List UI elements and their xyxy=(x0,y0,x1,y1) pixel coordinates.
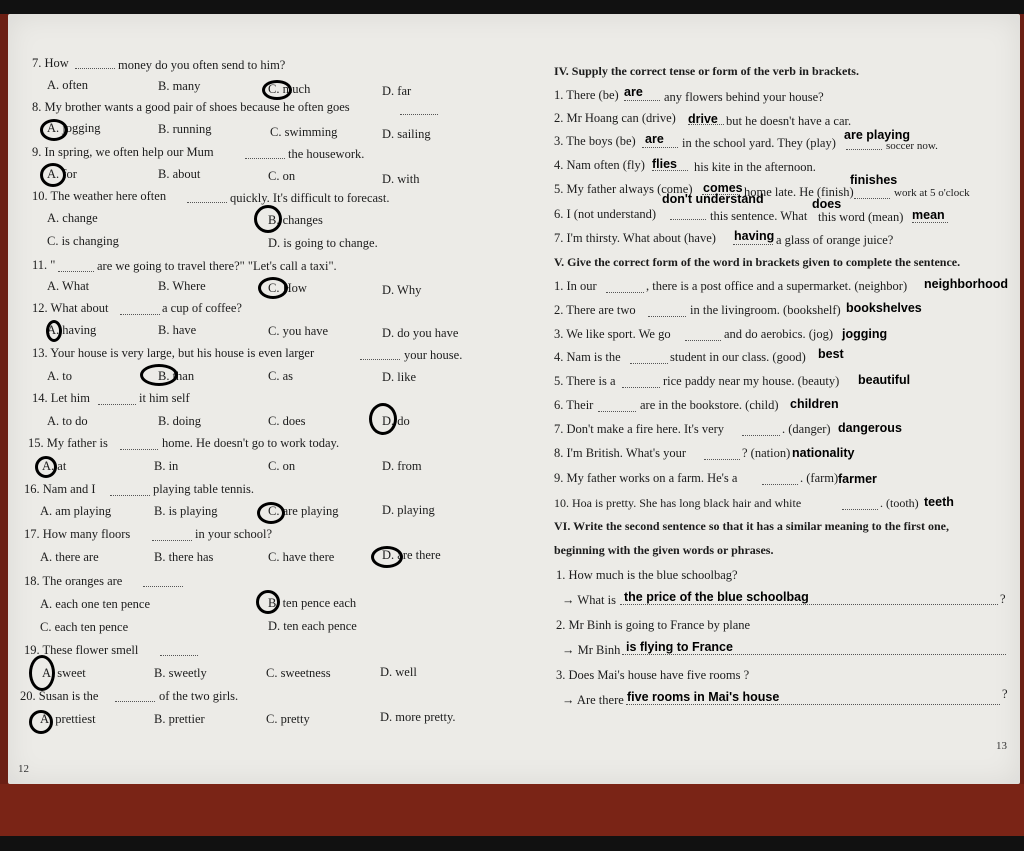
q20-stem-start: 20. Susan is the xyxy=(20,689,99,703)
bottom-border xyxy=(0,836,1024,851)
s4-item3-answer1: are xyxy=(645,132,664,146)
s4-item4-start: 4. Nam often (fly) xyxy=(554,158,645,172)
s4-item3-blank2 xyxy=(846,149,882,150)
q10-option-d: D. is going to change. xyxy=(268,236,378,250)
q11-answer-circle xyxy=(258,277,288,299)
q16-option-d: D. playing xyxy=(382,503,435,517)
s5-item4-blank xyxy=(630,363,668,364)
q14-option-c: C. does xyxy=(268,414,306,428)
q11-blank xyxy=(58,271,94,272)
s5-item1-start: 1. In our xyxy=(554,279,597,293)
q13-blank xyxy=(360,359,400,360)
s5-item1-end: , there is a post office and a supermarket. (neighbor) xyxy=(646,279,908,293)
s6-item3-prompt: → Are there xyxy=(562,693,624,707)
q7-answer-circle xyxy=(262,80,292,100)
q17-option-c: C. have there xyxy=(268,550,335,564)
s4-item1-answer: are xyxy=(624,85,643,99)
s4-item6-blank1 xyxy=(670,219,706,220)
q8-option-c: C. swimming xyxy=(270,125,338,139)
q9-blank xyxy=(245,158,285,159)
q15-stem-end: home. He doesn't go to work today. xyxy=(162,436,340,450)
s5-item10-start: 10. Hoa is pretty. She has long black hair and white xyxy=(554,496,802,510)
q7-option-d: D. far xyxy=(382,84,412,98)
q14-option-d: D. do xyxy=(382,414,410,428)
q13-stem-start: 13. Your house is very large, but his house is even larger xyxy=(32,346,315,360)
q16-stem-start: 16. Nam and I xyxy=(24,482,96,496)
table-surface xyxy=(0,784,1024,844)
q17-option-b: B. there has xyxy=(154,550,214,564)
s5-item9-end: . (farm) xyxy=(800,471,839,485)
s6-item1-prompt: → What is xyxy=(562,593,616,607)
q19-answer-circle xyxy=(29,655,55,691)
s4-item6-blank3 xyxy=(912,222,948,223)
s5-item6-start: 6. Their xyxy=(554,398,594,412)
q17-stem-start: 17. How many floors xyxy=(24,527,131,541)
s4-item4-answer: flies xyxy=(652,157,678,171)
q12-option-d: D. do you have xyxy=(382,326,459,340)
q10-option-a: A. change xyxy=(47,211,98,225)
right-page-number: 13 xyxy=(996,740,1007,752)
q19-option-a: A. sweet xyxy=(42,666,86,680)
q14-blank xyxy=(98,404,136,405)
s5-item4-start: 4. Nam is the xyxy=(554,350,621,364)
q10-option-c: C. is changing xyxy=(47,234,119,248)
q7-option-a: A. often xyxy=(47,78,88,92)
q13-option-a: A. to xyxy=(47,369,72,383)
s5-item3-blank xyxy=(685,340,721,341)
s5-item4-end: student in our class. (good) xyxy=(670,350,806,364)
s6-item1-answer: the price of the blue schoolbag xyxy=(624,590,809,604)
s5-item10-end: . (tooth) xyxy=(880,496,919,510)
s5-item6-blank xyxy=(598,411,636,412)
s5-item9-start: 9. My father works on a farm. He's a xyxy=(554,471,738,485)
s5-item5-start: 5. There is a xyxy=(554,374,616,388)
q20-stem-end: of the two girls. xyxy=(159,689,239,703)
s4-item6-answer1: don't understand xyxy=(662,192,764,206)
q9-stem-end: the housework. xyxy=(288,147,365,161)
q17-blank xyxy=(152,540,192,541)
s6-item1-question: 1. How much is the blue schoolbag? xyxy=(556,568,738,582)
q12-stem-end: a cup of coffee? xyxy=(162,301,242,315)
s6-item2-answer: is flying to France xyxy=(626,640,733,654)
q8-blank xyxy=(400,114,438,115)
q9-answer-circle xyxy=(40,163,66,187)
q20-blank xyxy=(115,701,155,702)
q19-option-b: B. sweetly xyxy=(154,666,207,680)
s4-item6-answer3: mean xyxy=(912,208,945,222)
q17-stem-end: in your school? xyxy=(195,527,273,541)
q12-blank xyxy=(120,314,160,315)
s5-item5-answer: beautiful xyxy=(858,373,911,387)
q18-option-a: A. each one ten pence xyxy=(40,597,151,611)
q16-option-b: B. is playing xyxy=(154,504,218,518)
q20-option-a: A. prettiest xyxy=(40,712,96,726)
s5-item2-end: in the livingroom. (bookshelf) xyxy=(690,303,841,317)
q11-option-a: A. What xyxy=(47,279,90,293)
s5-item3-end: and do aerobics. (jog) xyxy=(724,327,833,341)
s6-item3-blank xyxy=(626,704,1000,705)
q11-stem-end: are we going to travel there?" "Let's call a taxi". xyxy=(97,259,337,273)
q14-option-a: A. to do xyxy=(47,414,88,428)
s4-item5-blank2 xyxy=(854,198,890,199)
q8-option-a: A. jogging xyxy=(47,121,101,135)
s5-item8-blank xyxy=(704,459,740,460)
q11-option-b: B. Where xyxy=(158,279,206,293)
q10-option-b: B. changes xyxy=(268,213,323,227)
s4-item7-blank xyxy=(733,244,773,245)
s6-item3-end: ? xyxy=(1002,687,1008,701)
q20-answer-circle xyxy=(29,710,53,734)
q17-answer-circle xyxy=(371,546,403,568)
s6-item3-answer: five rooms in Mai's house xyxy=(627,690,780,704)
s5-item2-start: 2. There are two xyxy=(554,303,636,317)
q11-option-d: D. Why xyxy=(382,283,422,297)
s5-item4-answer: best xyxy=(818,347,844,361)
q13-option-d: D. like xyxy=(382,370,417,384)
q20-option-c: C. pretty xyxy=(266,712,310,726)
s6-item2-blank xyxy=(622,654,1006,655)
q8-option-b: B. running xyxy=(158,122,212,136)
s4-item2-answer: drive xyxy=(688,112,718,126)
q12-option-c: C. you have xyxy=(268,324,329,338)
s4-item3-blank1 xyxy=(642,147,678,148)
s6-item2-prompt: → Mr Binh xyxy=(562,643,621,657)
q15-option-d: D. from xyxy=(382,459,422,473)
q18-answer-circle xyxy=(256,590,280,614)
s5-item5-blank xyxy=(622,387,660,388)
q14-stem-end: it him self xyxy=(139,391,190,405)
q16-option-a: A. am playing xyxy=(40,504,112,518)
q16-stem-end: playing table tennis. xyxy=(153,482,255,496)
q17-option-d: D. are there xyxy=(382,548,441,562)
section-iv-heading: IV. Supply the correct tense or form of the verb in brackets. xyxy=(554,64,859,78)
q9-stem-start: 9. In spring, we often help our Mum xyxy=(32,145,214,159)
s5-item7-end: . (danger) xyxy=(782,422,831,436)
s5-item1-answer: neighborhood xyxy=(924,277,1009,291)
s5-item2-answer: bookshelves xyxy=(846,301,922,315)
s4-item6-mid: this sentence. What xyxy=(710,209,808,223)
q8-option-d: D. sailing xyxy=(382,127,431,141)
s4-item1-blank xyxy=(624,100,660,101)
s5-item9-answer: farmer xyxy=(838,472,877,486)
q15-answer-circle xyxy=(35,456,57,478)
s5-item7-answer: dangerous xyxy=(838,421,902,435)
q19-option-c: C. sweetness xyxy=(266,666,331,680)
q9-option-a: A. for xyxy=(47,167,77,181)
s4-item5-start: 5. My father always (come) xyxy=(554,182,693,196)
s5-item7-blank xyxy=(742,435,780,436)
q13-option-c: C. as xyxy=(268,369,293,383)
q16-option-c: C. are playing xyxy=(268,504,339,518)
s5-item6-end: are in the bookstore. (child) xyxy=(640,398,779,412)
q15-option-c: C. on xyxy=(268,459,296,473)
s4-item1-start: 1. There (be) xyxy=(554,88,619,102)
s5-item10-answer: teeth xyxy=(924,495,954,509)
s5-item8-answer: nationality xyxy=(792,446,855,460)
s4-item7-end: a glass of orange juice? xyxy=(776,233,894,247)
q15-blank xyxy=(120,449,158,450)
q9-option-b: B. about xyxy=(158,167,201,181)
s5-item1-blank xyxy=(606,292,644,293)
q12-option-b: B. have xyxy=(158,323,197,337)
q12-answer-circle xyxy=(46,320,62,342)
q7-stem-end: money do you often send to him? xyxy=(118,58,286,72)
q20-option-b: B. prettier xyxy=(154,712,205,726)
q14-answer-circle xyxy=(369,403,397,435)
top-border xyxy=(0,0,1024,14)
q9-option-d: D. with xyxy=(382,172,420,186)
q18-blank xyxy=(143,586,183,587)
q8-answer-circle xyxy=(40,119,68,141)
s4-item3-answer2: are playing xyxy=(844,128,910,142)
section-v-heading: V. Give the correct form of the word in brackets given to complete the sentence. xyxy=(554,255,961,269)
q14-option-b: B. doing xyxy=(158,414,202,428)
s4-item4-end: his kite in the afternoon. xyxy=(694,160,816,174)
s4-item3-end: soccer now. xyxy=(886,140,938,152)
q18-stem: 18. The oranges are xyxy=(24,574,123,588)
q10-stem-start: 10. The weather here often xyxy=(32,189,167,203)
q10-answer-circle xyxy=(254,205,282,233)
s5-item9-blank xyxy=(762,484,798,485)
s4-item3-start: 3. The boys (be) xyxy=(554,134,636,148)
s5-item8-end: ? (nation) xyxy=(742,446,791,460)
q14-stem-start: 14. Let him xyxy=(32,391,90,405)
q7-stem-start: 7. How xyxy=(32,56,69,70)
q7-option-c: C. much xyxy=(268,82,311,96)
q9-option-c: C. on xyxy=(268,169,296,183)
q13-stem-end: your house. xyxy=(404,348,463,362)
q13-option-b: B. than xyxy=(158,369,195,383)
q18-option-b: B. ten pence each xyxy=(268,596,357,610)
q15-stem-start: 15. My father is xyxy=(28,436,108,450)
q11-stem-start: 11. " xyxy=(32,258,56,272)
s4-item6-start: 6. I (not understand) xyxy=(554,207,657,221)
q19-option-d: D. well xyxy=(380,665,417,679)
s6-item2-question: 2. Mr Binh is going to France by plane xyxy=(556,618,751,632)
s4-item5-end: work at 5 o'clock xyxy=(894,187,970,199)
s6-item1-blank xyxy=(620,604,998,605)
q12-stem-start: 12. What about xyxy=(32,301,109,315)
s4-item5-answer1: comes xyxy=(703,181,743,195)
s4-item7-start: 7. I'm thirsty. What about (have) xyxy=(554,231,716,245)
s5-item5-end: rice paddy near my house. (beauty) xyxy=(663,374,840,388)
q15-option-b: B. in xyxy=(154,459,179,473)
s4-item5-mid: home late. He (finish) xyxy=(744,185,854,199)
q10-blank xyxy=(187,202,227,203)
s4-item1-end: any flowers behind your house? xyxy=(664,90,824,104)
q10-stem-end: quickly. It's difficult to forecast. xyxy=(230,191,390,205)
s5-item8-start: 8. I'm British. What's your xyxy=(554,446,687,460)
q13-answer-circle xyxy=(140,364,178,386)
s5-item2-blank xyxy=(648,316,686,317)
s5-item7-start: 7. Don't make a fire here. It's very xyxy=(554,422,725,436)
q7-option-b: B. many xyxy=(158,79,201,93)
s4-item2-start: 2. Mr Hoang can (drive) xyxy=(554,111,676,125)
q15-option-a: A. at xyxy=(42,459,67,473)
q16-blank xyxy=(110,495,150,496)
s4-item5-answer2: finishes xyxy=(850,173,898,187)
left-page-number: 12 xyxy=(18,763,29,775)
q17-option-a: A. there are xyxy=(40,550,99,564)
q20-option-d: D. more pretty. xyxy=(380,710,456,724)
s4-item3-mid: in the school yard. They (play) xyxy=(682,136,836,150)
q19-stem: 19. These flower smell xyxy=(24,643,139,657)
s4-item6-end: this word (mean) xyxy=(818,210,904,224)
s6-item3-question: 3. Does Mai's house have five rooms ? xyxy=(556,668,750,682)
s5-item6-answer: children xyxy=(790,397,839,411)
q11-option-c: C. How xyxy=(268,281,307,295)
q18-option-d: D. ten each pence xyxy=(268,619,357,633)
s5-item3-start: 3. We like sport. We go xyxy=(554,327,671,341)
section-vi-heading-line2: beginning with the given words or phrases. xyxy=(554,543,774,557)
s6-item1-end: ? xyxy=(1000,592,1006,606)
q19-blank xyxy=(160,655,198,656)
section-vi-heading-line1: VI. Write the second sentence so that it has a similar meaning to the first one, xyxy=(554,519,949,533)
q8-stem: 8. My brother wants a good pair of shoes because he often goes xyxy=(32,100,350,114)
s4-item6-answer2: does xyxy=(812,197,842,211)
q12-option-a: A. having xyxy=(47,323,97,337)
q18-option-c: C. each ten pence xyxy=(40,620,129,634)
s4-item7-answer: having xyxy=(734,229,775,243)
q16-answer-circle xyxy=(257,502,285,524)
q7-blank xyxy=(75,68,115,69)
s5-item10-blank xyxy=(842,509,878,510)
s5-item3-answer: jogging xyxy=(842,327,888,341)
s4-item2-end: but he doesn't have a car. xyxy=(726,114,852,128)
